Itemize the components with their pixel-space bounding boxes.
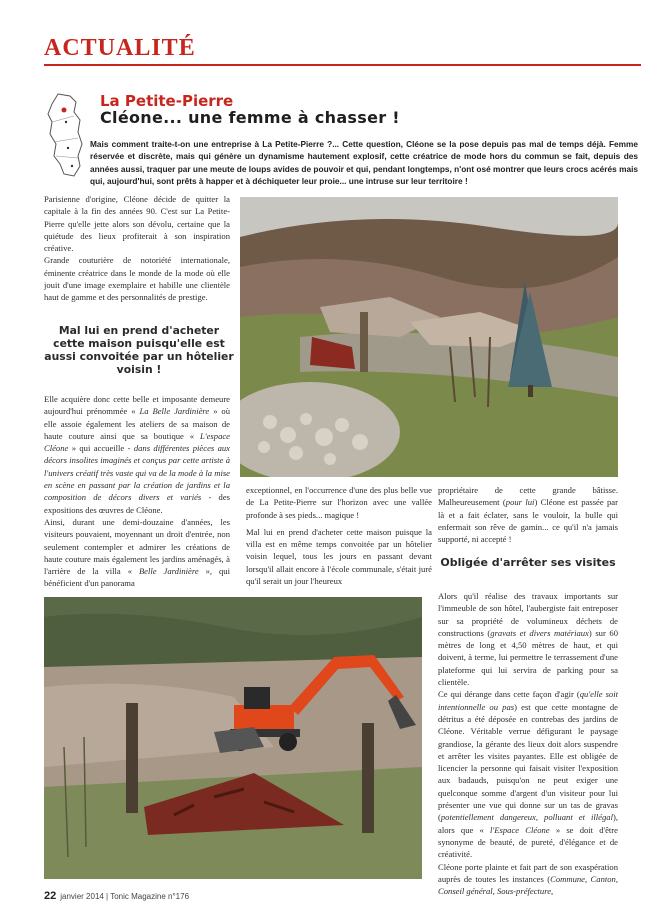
paragraph (44, 393, 230, 516)
paragraph (438, 861, 618, 898)
article-lead: Mais comment traite-t-on une entreprise à La Petite-Pierre ?... Cette question, Cléone se la pose depuis pas mal de temps déjà. Femme réservée et discrète, mais qui génère un dynamisme hautement explosif, cette créatrice de mode hors du commun se fait, depuis des années aussi, traquer par une meute de loups avides de pouvoir et qui, pendant longtemps, n'ont osé montrer que leurs crocs acérés mais qui, aujourd'hui, sont prêts à happer et à déchiqueter leur proie... une intruse sur leur territoire ! (90, 139, 638, 187)
photo-garden-rubble (240, 197, 618, 477)
text-run: propriétaire de cette grande bâtisse. Malheureusement ( (438, 485, 618, 508)
text-run-italic: l'Espace Cléone (490, 824, 550, 835)
paragraph (438, 484, 618, 545)
text-run: Alors qu'il réalise des travaux importants sur l'immeuble de son hôtel, l'aubergiste fait entreposer sur sa propriété de volumineux déchets de constructions ( (438, 591, 618, 638)
text-run-italic: La Belle Jardinière (139, 406, 210, 417)
text-run: Ainsi, durant une demi-douzaine d'années, les visiteurs pouvaient, moyennant un droit d'entrée, non seulement contempler et admirer les créations de haute couture mais également les jardins aménagés, à l'arrière de la villa « (44, 516, 230, 577)
column-1-intro (44, 193, 230, 304)
text-run: ) Cléone est passée par là et a fait éclater, sans le vouloir, la bulle qui enfermait son rêve de gamin... ce qu'il n'a jamais supporté, ni accepté ! (438, 497, 618, 545)
photo-excavator (44, 597, 422, 879)
text-run-italic: - dans différentes pièces aux décors insolites imaginés et conçus par cette artiste à l'univers créatif très vaste qui va de la mode à la mise en scène en passant par la création de jardins et la composition de décors divers et variés (44, 443, 230, 503)
text-run: » qui accueille (68, 443, 128, 454)
paragraph: Mal lui en prend d'acheter cette maison puisque la villa est en même temps convoitée par un hôtelier voisin lequel, tous les jours en passant devant lorsqu'il allait encore à l'école communale, s'était juré qu'il serait un jour l'heureux (246, 526, 432, 587)
text-run: » où elle assoie également les ateliers de sa maison de haute couture ainsi que sa boutique « (44, 406, 231, 441)
article-kicker: La Petite-Pierre (100, 92, 234, 110)
paragraph (44, 516, 230, 590)
column-2-body (246, 484, 432, 587)
text-run-italic: potentiellement dangereux, polluant et illégal (440, 812, 613, 823)
text-run-italic: pour lui (505, 497, 535, 508)
alsace-map-icon (44, 92, 92, 178)
header-rule (44, 64, 641, 66)
paragraph (438, 688, 618, 860)
text-run: », qui bénéficient d'un panorama (44, 566, 230, 589)
text-run-italic: Belle Jardinière (138, 566, 199, 577)
text-run: » se doit d'être synonyme de beauté, de pureté, d'élégance et de créativité. (438, 824, 618, 860)
text-run: ) est que cette montagne de détritus a été déposée en contrebas des jardins de Cléone. Véritable verrue défigurant le paysage grandiose, la gérante des lieux doit alors suspendre et arrêter les visites payantes. Elle est obligée de licencier la personne qui faisait visiter l'exposition aux badauds, puisqu'on ne peut exiger une quelconque somme d'argent d'un visiteur pour lui présenter une vue qui donne sur un tas de gravas ( (438, 701, 618, 823)
text-run: Elle acquière donc cette belle et imposante demeure aujourd'hui prénommée « (44, 394, 230, 417)
column-3-body (438, 590, 618, 897)
text-run-italic: qu'elle soit intentionnelle ou pas (438, 689, 618, 712)
text-run: ) sur 60 mètres de long et 4,50 mètres de haut, et qui doivent, à terme, lui permettre le terrassement d'une plateforme qui lui servira de parking pour sa clientèle. (438, 627, 619, 688)
paragraph: Grande couturière de notoriété internationale, éminente créatrice dans le monde de la mode où elle jouit d'une image exemplaire et habille une clientèle haut de gamme et des personnalités de prestige. (44, 255, 230, 303)
issue-info: janvier 2014 | Tonic Magazine n°176 (60, 892, 190, 901)
text-run: Cléone porte plainte et fait part de son exaspération auprès de toutes les instances ( (438, 861, 618, 884)
garden-photo-illustration (240, 197, 618, 477)
section-title: ACTUALITÉ (44, 35, 196, 61)
text-run: - des expositions des œuvres de Cléone. (44, 492, 230, 515)
subheading-1: Mal lui en prend d'acheter cette maison puisqu'elle est aussi convoitée par un hôtelier voisin ! (44, 324, 234, 376)
page-footer (44, 890, 189, 902)
paragraph (438, 590, 618, 688)
text-run: ), alors que « (438, 812, 618, 835)
paragraph: exceptionnel, en l'occurrence d'une des plus belle vue de La Petite-Pierre sur l'horizon avec une vallée profonde à ses pieds... magique ! (246, 485, 432, 520)
article-headline: Cléone... une femme à chasser ! (100, 108, 400, 127)
column-3-intro (438, 484, 618, 545)
page-number: 22 (44, 890, 57, 902)
text-run-italic: L'espace Cléone (44, 430, 230, 454)
text-run: Ce qui dérange dans cette façon d'agir ( (438, 689, 580, 700)
text-run-italic: Commune, Canton, Conseil général, Sous-préfecture, (438, 873, 619, 897)
column-1-body (44, 393, 230, 590)
text-run-italic: gravats et divers matériaux (490, 627, 589, 638)
excavator-photo-illustration (44, 597, 422, 879)
subheading-2: Obligée d'arrêter ses visites (440, 556, 616, 569)
paragraph: Parisienne d'origine, Cléone décide de quitter la capitale à la fin des années 90. C'est sur La Petite-Pierre qu'elle jette alors son dévolu, certaine que la quiétude des lieux profiterait à son inspiration créative. (44, 194, 230, 254)
